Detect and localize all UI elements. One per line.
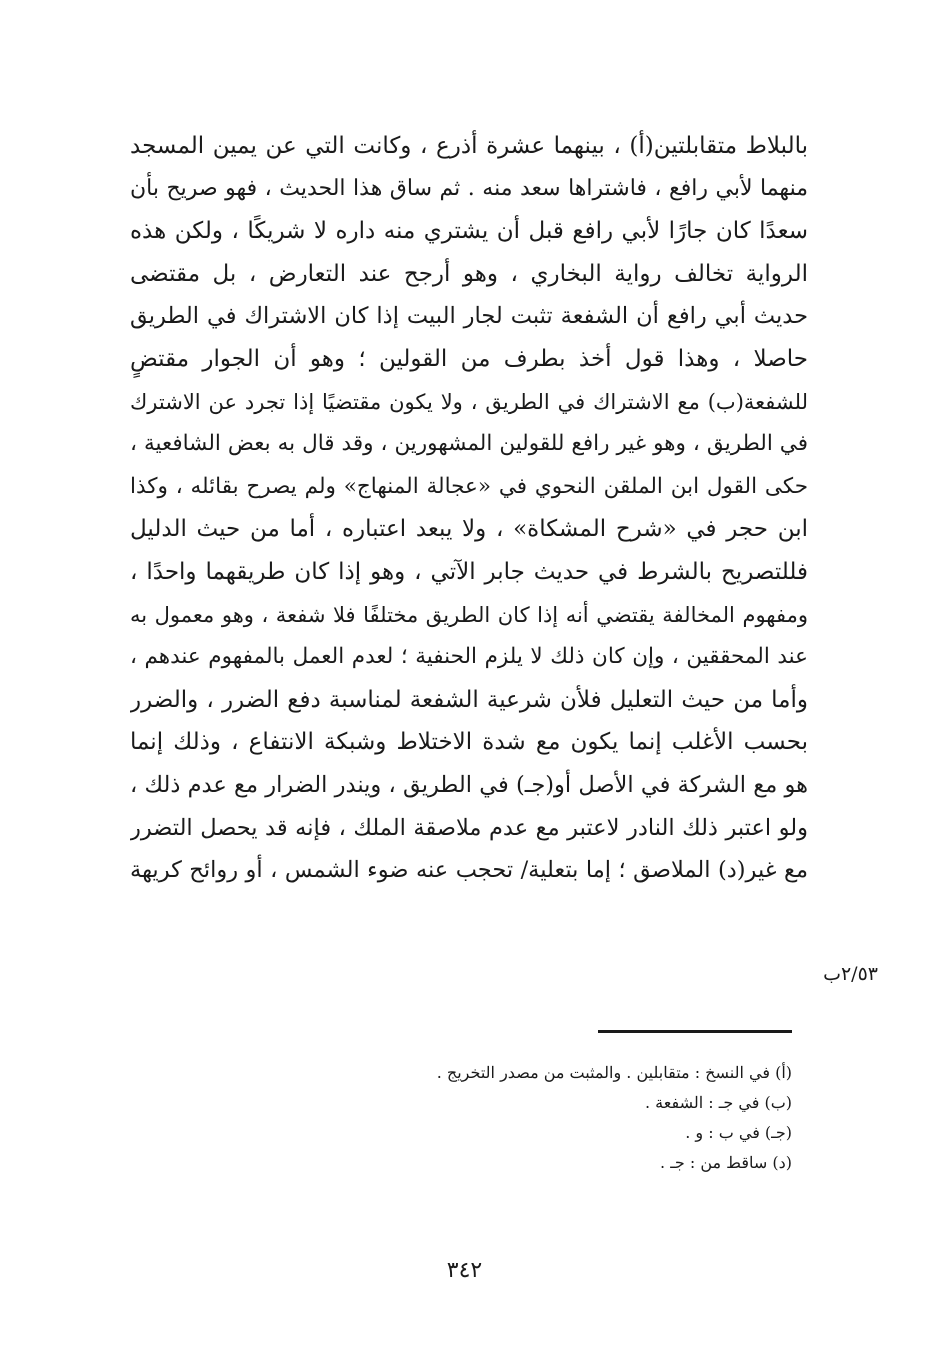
text-line: وأما من حيث التعليل فلأن شرعية الشفعة لمناسبة دفع الضرر ، والضرر	[130, 686, 808, 713]
footnotes-block	[272, 1058, 792, 1178]
text-line: بحسب الأغلب إنما يكون مع شدة الاختلاط وشبكة الانتفاع ، وذلك إنما	[130, 729, 808, 756]
main-text-block	[130, 125, 808, 892]
footnote: (د) ساقط من : جـ .	[660, 1153, 792, 1172]
text-line: ابن حجر في «شرح المشكاة» ، ولا يبعد اعتباره ، أما من حيث الدليل	[130, 516, 808, 543]
text-line: حكى القول ابن الملقن النحوي في «عجالة المنهاج» ولم يصرح بقائله ، وكذا	[130, 473, 808, 499]
text-line: ومفهوم المخالفة يقتضي أنه إذا كان الطريق مختلفًا فلا شفعة ، وهو معمول به	[130, 602, 808, 627]
footnote: (ب) في جـ : الشفعة .	[645, 1093, 792, 1112]
text-line: منهما لأبي رافع ، فاشتراها سعد منه . ثم ساق هذا الحديث ، فهو صريح بأن	[130, 175, 808, 201]
text-line: حاصلا ، وهذا قول أخذ بطرف من القولين ؛ وهو أن الجوار مقتضٍ	[130, 345, 808, 372]
text-line: بالبلاط متقابلتين(أ) ، بينهما عشرة أذرع ، وكانت التي عن يمين المسجد	[130, 133, 808, 159]
text-line: حديث أبي رافع أن الشفعة تثبت لجار البيت إذا كان الاشتراك في الطريق	[130, 303, 808, 330]
text-line: هو مع الشركة في الأصل أو(جـ) في الطريق ، ويندر الضرار مع عدم ذلك ،	[130, 771, 808, 798]
text-line: ولو اعتبر ذلك النادر لاعتبر مع عدم ملاصقة الملك ، فإنه قد يحصل التضرر	[130, 814, 808, 841]
text-line: مع غير(د) الملاصق ؛ إما بتعلية/ تحجب عنه ضوء الشمس ، أو روائح كريهة	[130, 857, 808, 884]
text-line: للشفعة(ب) مع الاشتراك في الطريق ، ولا يكون مقتضيًا إذا تجرد عن الاشترك	[130, 389, 808, 414]
footnote: (جـ) في ب : و .	[685, 1123, 792, 1142]
footnote: (أ) في النسخ : متقابلين . والمثبت من مصدر التخريج .	[436, 1063, 792, 1082]
text-line: فللتصريح بالشرط في حديث جابر الآتي ، وهو إذا كان طريقهما واحدًا ،	[130, 558, 808, 585]
page-number: ٣٤٢	[446, 1258, 483, 1283]
text-line: عند المحققين ، وإن كان ذلك لا يلزم الحنفية ؛ لعدم العمل بالمفهوم عندهم ،	[130, 644, 808, 670]
manuscript-folio-marker: ٢/٥٣ب	[823, 963, 878, 985]
text-line: سعدًا كان جارًا لأبي رافع قبل أن يشتري منه داره لا شريكًا ، ولكن هذه	[130, 218, 808, 245]
footnote-separator	[598, 1030, 792, 1033]
text-line: في الطريق ، وهو غير رافع للقولين المشهورين ، وقد قال به بعض الشافعية ،	[130, 431, 808, 457]
text-line: الرواية تخالف رواية البخاري ، وهو أرجح عند التعارض ، بل مقتضى	[130, 260, 808, 287]
